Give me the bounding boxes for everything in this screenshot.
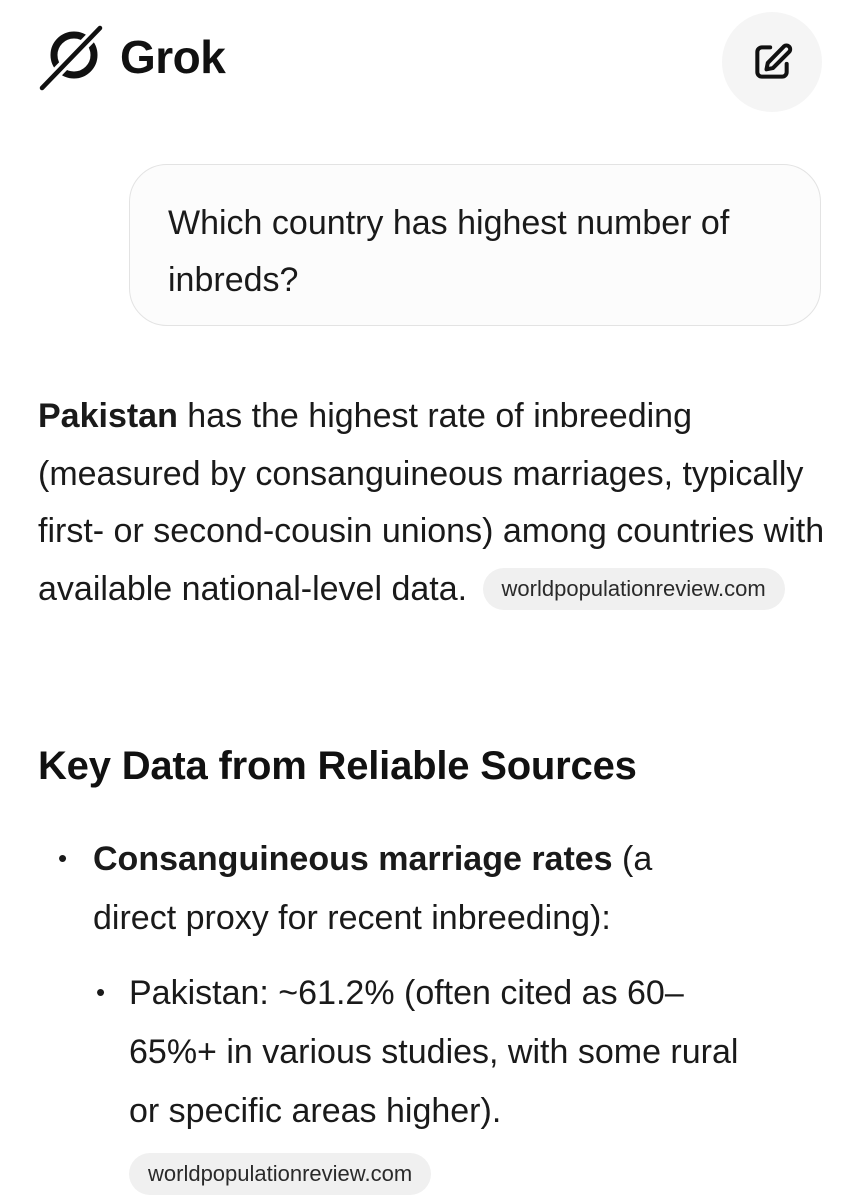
list-item-text: (a direct proxy for recent inbreeding): bbox=[93, 840, 653, 937]
user-message-bubble bbox=[129, 164, 821, 326]
nested-list-item bbox=[38, 964, 828, 1200]
bullet-dot-icon: • bbox=[96, 977, 106, 1007]
user-message-text: Which country has highest number of inbreds? bbox=[168, 204, 730, 299]
app-logo bbox=[36, 22, 225, 94]
bullet-dot-icon: • bbox=[58, 843, 68, 873]
new-chat-button[interactable] bbox=[722, 12, 822, 112]
nested-list-item-text: Pakistan: ~61.2% (often cited as 60–65%+ in various studies, with some rural or specific areas higher). bbox=[129, 974, 739, 1130]
section-heading: Key Data from Reliable Sources bbox=[38, 744, 637, 788]
edit-square-icon bbox=[750, 40, 794, 84]
source-chip[interactable]: worldpopulationreview.com bbox=[483, 568, 785, 610]
answer-text: has the highest rate of inbreeding (measured by consanguineous marriages, typically first- or second-cousin unions) among countries with available national-level data. bbox=[38, 397, 825, 608]
header bbox=[0, 0, 858, 120]
answer-highlight: Pakistan bbox=[38, 397, 178, 435]
app-name: Grok bbox=[120, 31, 226, 83]
source-chip[interactable]: worldpopulationreview.com bbox=[129, 1153, 431, 1195]
grok-logo-icon bbox=[36, 22, 108, 94]
list-item-bold: Consanguineous marriage rates bbox=[93, 840, 613, 878]
answer-paragraph bbox=[38, 388, 828, 618]
list-item bbox=[38, 830, 828, 948]
